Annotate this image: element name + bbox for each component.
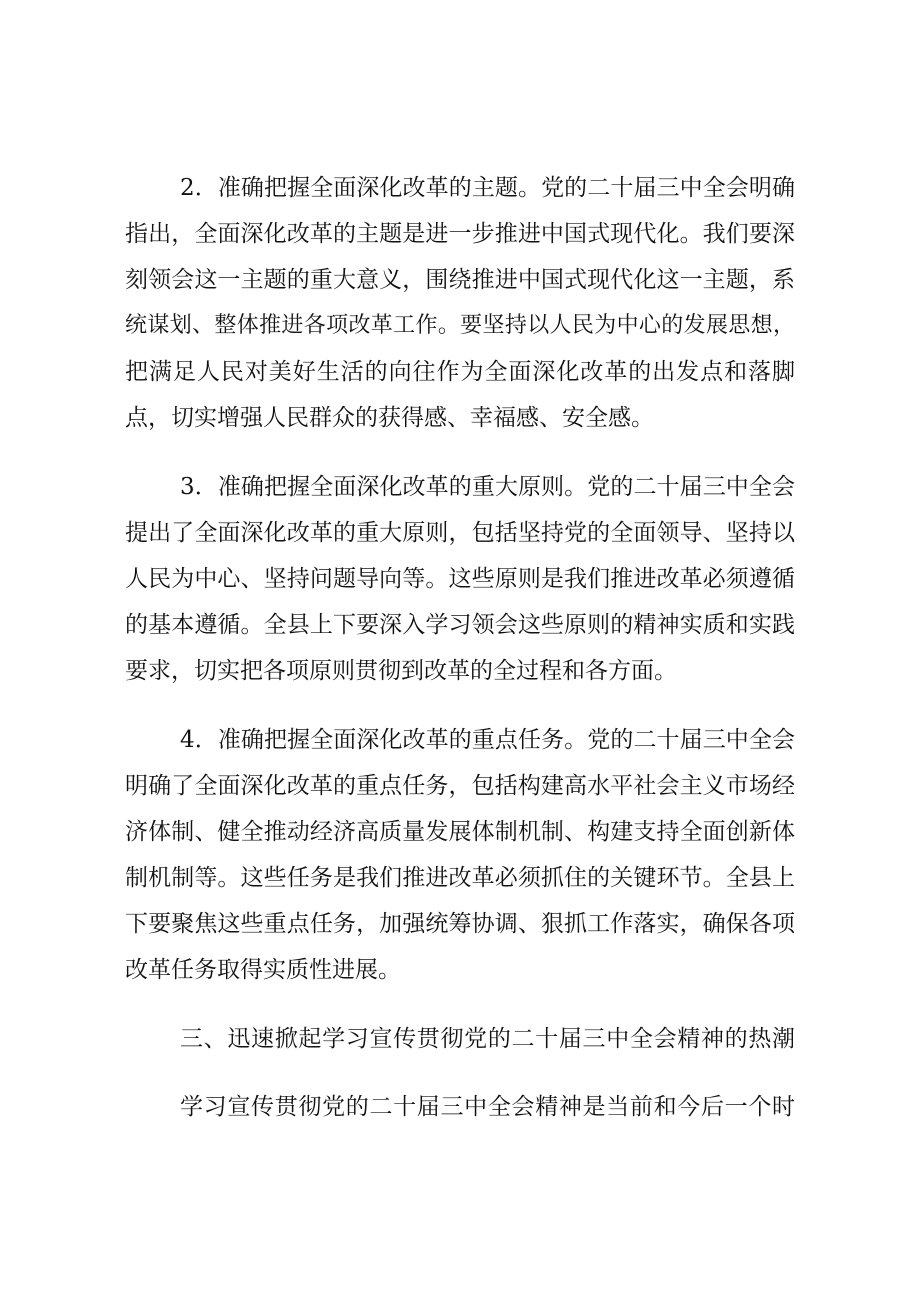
paragraph-line: 把满足人民对美好生活的向往作为全面深化改革的出发点和落脚 xyxy=(125,359,795,385)
paragraph-line: 的基本遵循。全县上下要深入学习领会这些原则的精神实质和实践 xyxy=(125,612,795,638)
paragraph-line: 点，切实增强人民群众的获得感、幸福感、安全感。 xyxy=(125,405,654,431)
paragraph-line: 人民为中心、坚持问题导向等。这些原则是我们推进改革必须遵循 xyxy=(125,566,795,592)
section-heading: 三、迅速掀起学习宣传贯彻党的二十届三中全会精神的热潮 xyxy=(180,1026,795,1052)
paragraph-line: 提出了全面深化改革的重大原则，包括坚持党的全面领导、坚持以 xyxy=(125,520,795,546)
paragraph-line: 统谋划、整体推进各项改革工作。要坚持以人民为中心的发展思想， xyxy=(125,313,795,338)
paragraph-line: 刻领会这一主题的重大意义，围绕推进中国式现代化这一主题，系 xyxy=(125,267,795,293)
paragraph-line: 改革任务取得实质性进展。 xyxy=(125,957,401,983)
paragraph-line: 下要聚焦这些重点任务，加强统筹协调、狠抓工作落实，确保各项 xyxy=(125,911,795,937)
paragraph-line: 2．准确把握全面深化改革的主题。党的二十届三中全会明确 xyxy=(180,175,795,201)
paragraph-line: 4．准确把握全面深化改革的重点任务。党的二十届三中全会 xyxy=(180,727,795,753)
paragraph-line: 要求，切实把各项原则贯彻到改革的全过程和各方面。 xyxy=(125,658,677,684)
paragraph-line: 明确了全面深化改革的重点任务，包括构建高水平社会主义市场经 xyxy=(125,773,795,799)
paragraph-line: 制机制等。这些任务是我们推进改革必须抓住的关键环节。全县上 xyxy=(125,865,795,891)
paragraph-line: 济体制、健全推动经济高质量发展体制机制、构建支持全面创新体 xyxy=(125,819,795,845)
paragraph-line: 3．准确把握全面深化改革的重大原则。党的二十届三中全会 xyxy=(180,474,795,500)
paragraph-line: 指出，全面深化改革的主题是进一步推进中国式现代化。我们要深 xyxy=(125,221,795,247)
paragraph-line: 学习宣传贯彻党的二十届三中全会精神是当前和今后一个时 xyxy=(180,1094,795,1120)
